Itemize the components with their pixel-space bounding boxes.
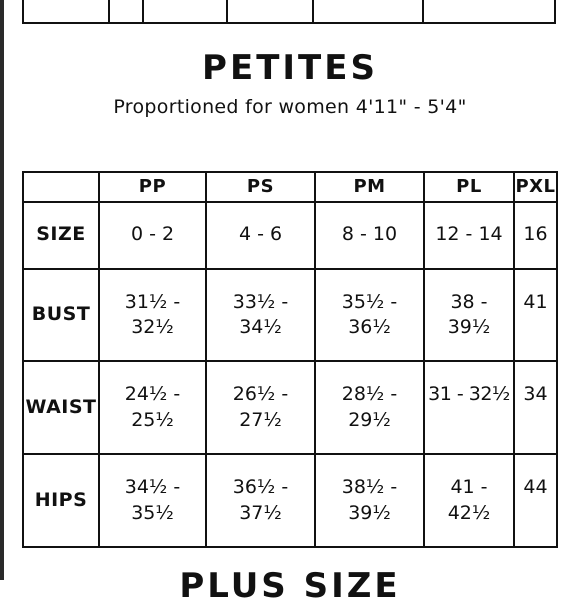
header-corner [23, 172, 99, 202]
cell-text: 32½ [131, 316, 174, 339]
table-cell [315, 269, 424, 362]
cell-text: 16 [523, 223, 548, 246]
next-section-title: PLUS SIZE [179, 566, 401, 606]
table-cell [424, 202, 514, 269]
header-cell: PM [315, 172, 424, 202]
section-title: PETITES [202, 48, 378, 88]
cell-text: 12 - 14 [435, 223, 503, 246]
header-cell: PP [99, 172, 206, 202]
table-cell [206, 361, 315, 454]
table-cell [99, 361, 206, 454]
table-cell [206, 454, 315, 547]
cell-text: 34½ [239, 316, 282, 339]
cell-text: 24½ - [124, 383, 181, 406]
cell-text: 31 - 32½ [428, 383, 510, 406]
table-cell [206, 202, 315, 269]
section-subtitle: Proportioned for women 4'11" - 5'4" [113, 96, 467, 118]
table-row [23, 202, 557, 269]
header-cell: PL [424, 172, 514, 202]
table-cell [514, 361, 557, 454]
row-label: BUST [23, 269, 99, 362]
cell-text: 38½ - [341, 476, 398, 499]
cell-text: 35½ [131, 501, 174, 524]
table-cell [206, 269, 315, 362]
cell-text: 25½ [131, 409, 174, 432]
row-label: HIPS [23, 454, 99, 547]
table-cell [99, 202, 206, 269]
table-cell [99, 269, 206, 362]
table-cell [514, 202, 557, 269]
row-label: SIZE [23, 202, 99, 269]
cell-text: 8 - 10 [341, 223, 398, 246]
cell-text: 36½ - [232, 476, 289, 499]
table-cell [315, 361, 424, 454]
cell-text: 42½ [447, 501, 491, 524]
cell-text: 28½ - [341, 383, 398, 406]
cell-text: 0 - 2 [130, 223, 175, 246]
table-row [23, 454, 557, 547]
table-cell [99, 454, 206, 547]
previous-table-remnant [22, 0, 556, 24]
cell-text: 33½ - [232, 290, 289, 313]
row-label: WAIST [23, 361, 99, 454]
table-cell [424, 454, 514, 547]
table-row [23, 361, 557, 454]
table-cell [424, 269, 514, 362]
table-cell [315, 454, 424, 547]
cell-text: 41 [523, 290, 548, 313]
cell-text: 38 - [450, 290, 488, 313]
table-cell [514, 454, 557, 547]
cell-text: 37½ [239, 501, 282, 524]
cell-text: 36½ [348, 316, 391, 339]
header-cell: PS [206, 172, 315, 202]
table-cell [424, 361, 514, 454]
cell-text: 39½ [348, 501, 391, 524]
cell-text: 34 [523, 383, 548, 406]
cell-text: 27½ [239, 409, 282, 432]
size-chart-table [22, 171, 558, 548]
cell-text: 29½ [348, 409, 391, 432]
cell-text: 34½ - [124, 476, 181, 499]
cell-text: 39½ [447, 316, 491, 339]
cell-text: 41 - [450, 476, 488, 499]
cell-text: 4 - 6 [238, 223, 283, 246]
header-cell: PXL [514, 172, 557, 202]
table-cell [315, 202, 424, 269]
cell-text: 35½ - [341, 290, 398, 313]
table-header-row [23, 172, 557, 202]
cell-text: 31½ - [124, 290, 181, 313]
cell-text: 26½ - [232, 383, 289, 406]
cell-text: 44 [523, 476, 548, 499]
table-cell [514, 269, 557, 362]
table-row [23, 269, 557, 362]
